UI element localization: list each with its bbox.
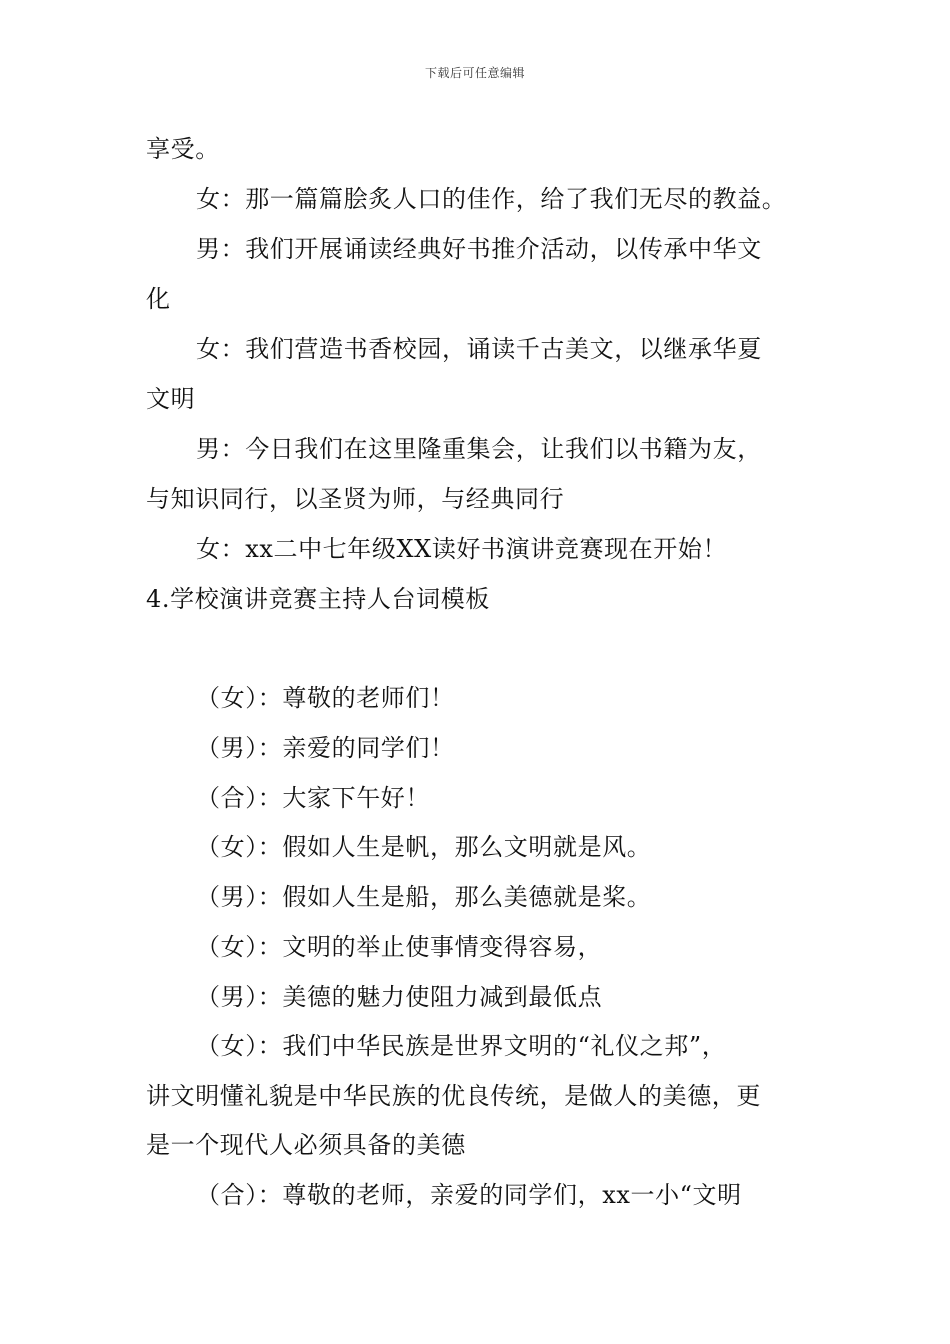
text-line-6: 文明 — [146, 385, 196, 413]
text-line-2: 女：那一篇篇脍炙人口的佳作，给了我们无尽的教益。 — [196, 185, 787, 213]
dialogue-line-5: （男）：假如人生是船，那么美德就是桨。 — [196, 883, 652, 911]
dialogue-line-9: 讲文明懂礼貌是中华民族的优良传统，是做人的美德，更 — [146, 1082, 761, 1110]
dialogue-line-7: （男）：美德的魅力使阻力减到最低点 — [196, 983, 603, 1011]
section-heading: 4.学校演讲竞赛主持人台词模板 — [146, 585, 490, 613]
text-line-5: 女：我们营造书香校园，诵读千古美文，以继承华夏 — [196, 335, 762, 363]
dialogue-line-1: （女）：尊敬的老师们！ — [196, 684, 455, 712]
text-line-8: 与知识同行，以圣贤为师，与经典同行 — [146, 485, 565, 513]
text-line-7: 男：今日我们在这里隆重集会，让我们以书籍为友， — [196, 435, 762, 463]
dialogue-line-3: （合）：大家下午好！ — [196, 784, 430, 812]
dialogue-line-4: （女）：假如人生是帆，那么文明就是风。 — [196, 833, 652, 861]
dialogue-line-10: 是一个现代人必须具备的美德 — [146, 1131, 466, 1159]
dialogue-line-8: （女）：我们中华民族是世界文明的“礼仪之邦”， — [196, 1032, 727, 1060]
text-line-3: 男：我们开展诵读经典好书推介活动，以传承中华文 — [196, 235, 762, 263]
dialogue-line-11: （合）：尊敬的老师，亲爱的同学们，xx一小“文明 — [196, 1181, 742, 1209]
text-line-1: 享受。 — [146, 135, 220, 163]
dialogue-line-6: （女）：文明的举止使事情变得容易， — [196, 933, 603, 961]
dialogue-line-2: （男）：亲爱的同学们！ — [196, 734, 455, 762]
text-line-4: 化 — [146, 285, 171, 313]
page-header: 下载后可任意编辑 — [424, 66, 525, 80]
text-line-9: 女：xx二中七年级XX读好书演讲竞赛现在开始！ — [196, 535, 728, 563]
